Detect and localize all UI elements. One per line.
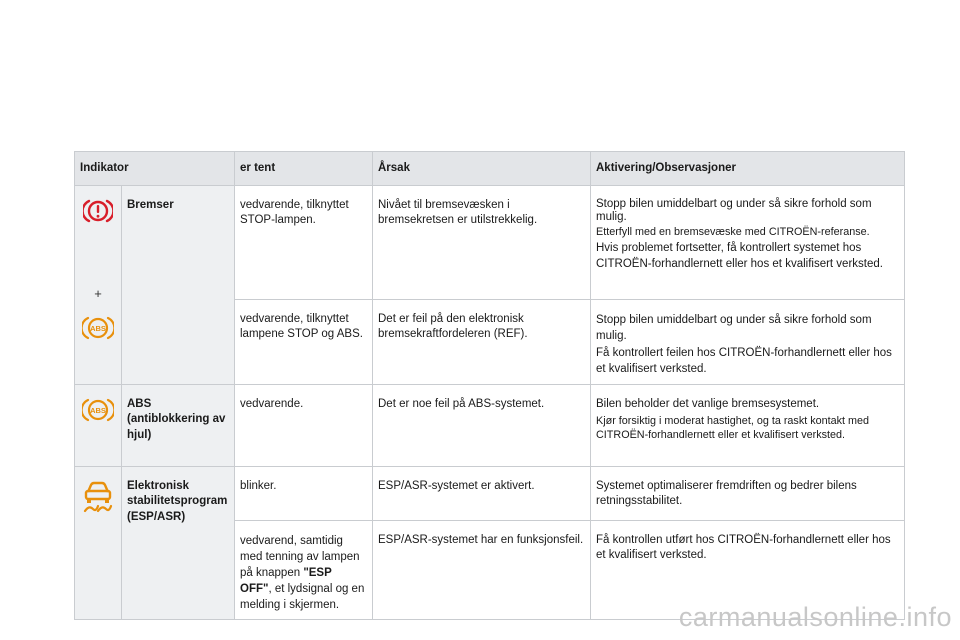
table-row [75,185,905,299]
abs-cause: Det er noe feil på ABS-systemet. [373,384,591,466]
header-arsak: Årsak [373,152,591,186]
esp-icon-cell [75,466,122,619]
brakes-row1-action-main: Stopp bilen umiddelbart og under så sikre forhold som mulig. [596,197,872,223]
plus-sign: + [94,285,102,301]
abs-action-note: Kjør forsiktig i moderat hastighet, og ta raskt kontakt med CITROËN-forhandlernett eller et kvalifisert verksted. [596,415,870,441]
abs-action-main: Bilen beholder det vanlige bremsesystemet. [596,397,820,410]
header-indikator: Indikator [75,152,235,186]
brakes-row2-state: vedvarende, tilknyttet lampene STOP og ABS. [235,299,373,384]
esp-off-button-label: "ESP OFF" [240,566,332,595]
abs-name: ABS (antiblokkering av hjul) [122,384,235,466]
header-aktivering: Aktivering/Observasjoner [591,152,905,186]
brakes-row1-state: vedvarende, tilknyttet STOP-lampen. [235,185,373,299]
table-row [75,384,905,466]
brakes-row2-cause: Det er feil på den elektronisk bremsekraftfordeleren (REF). [373,299,591,384]
brake-warning-icon [83,198,113,224]
brakes-icon-cell [75,185,122,384]
esp-name: Elektronisk stabilitetsprogram (ESP/ASR) [122,466,235,619]
brakes-row1-action [591,185,905,299]
esp-skidding-car-icon [81,479,115,513]
watermark: carmanualsonline.info [678,602,952,632]
abs-icon-label: ABS [90,405,106,415]
brakes-row2-action-extra: Få kontrollert feilen hos CITROËN-forhandlernett eller hos et kvalifisert verksted. [596,346,892,375]
indicator-table [74,151,905,620]
abs-icon [82,397,114,423]
esp-row2-state-pre: vedvarend, samtidig med tenning av lampen på knappen [240,534,360,579]
abs-icon-label: ABS [90,324,106,333]
abs-action [591,384,905,466]
abs-icon-cell [75,384,122,466]
esp-row1-action: Systemet optimaliserer fremdriften og bedrer bilens retningsstabilitet. [591,466,905,520]
esp-row1-state: blinker. [235,466,373,520]
brakes-row1-cause: Nivået til bremsevæsken i bremsekretsen er utilstrekkelig. [373,185,591,299]
header-er-tent: er tent [235,152,373,186]
brakes-name: Bremser [122,185,235,384]
table-header-row [75,152,905,186]
esp-row2-state [235,520,373,619]
brakes-row1-action-note: Etterfyll med en bremsevæske med CITROËN-referanse. [596,225,870,238]
abs-warning-icon [82,315,114,341]
esp-row2-action: Få kontrollen utført hos CITROËN-forhandlernett eller hos et kvalifisert verksted. [591,520,905,619]
abs-state: vedvarende. [235,384,373,466]
esp-row2-cause: ESP/ASR-systemet har en funksjonsfeil. [373,520,591,619]
brakes-row2-action [591,299,905,384]
esp-row1-cause: ESP/ASR-systemet er aktivert. [373,466,591,520]
brakes-row2-action-main: Stopp bilen umiddelbart og under så sikre forhold som mulig. [596,313,872,342]
table-row [75,466,905,520]
brakes-row1-action-extra: Hvis problemet fortsetter, få kontrollert systemet hos CITROËN-forhandlernett eller hos et kvalifisert verksted. [596,241,883,270]
esp-row2-state-post: , et lydsignal og en melding i skjermen. [240,582,365,611]
